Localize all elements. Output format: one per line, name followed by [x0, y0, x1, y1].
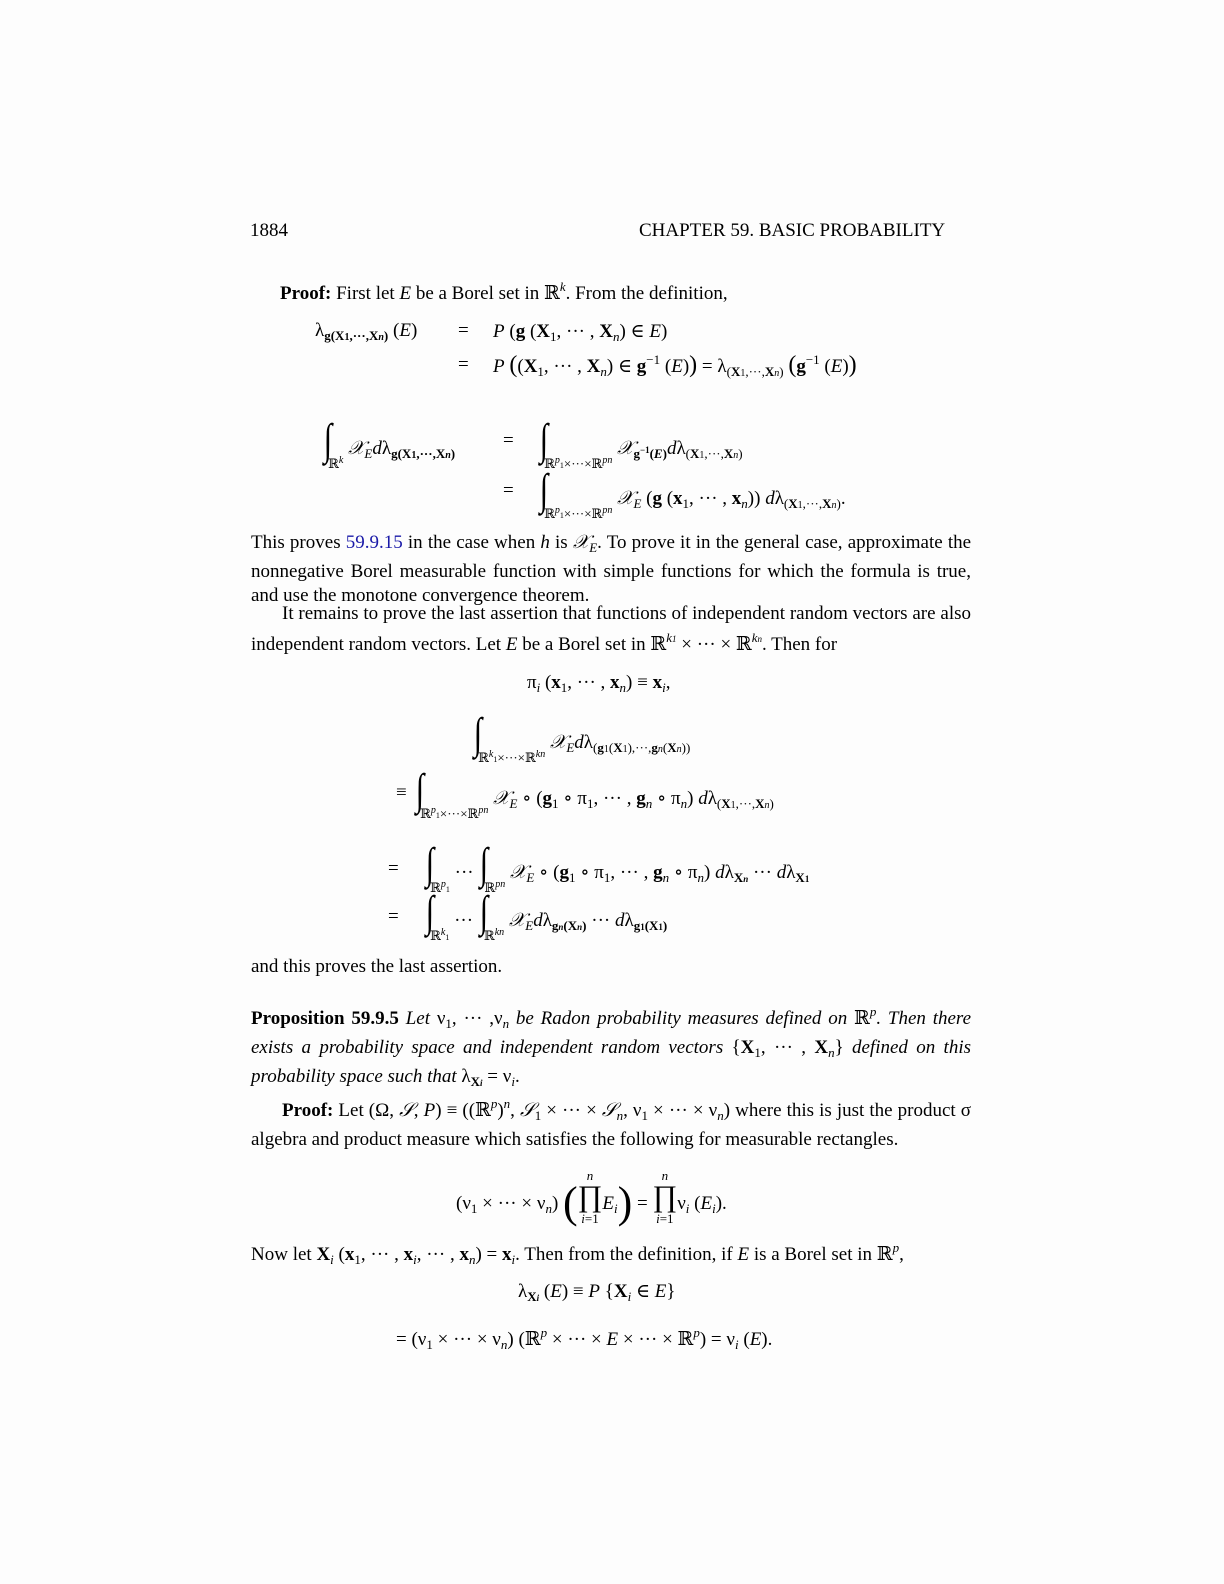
integral-iterated-p: $\int_{ℝ^p1}$ ··· $\int_{ℝ^{pn}}$ 𝒳$_E$ ∘ ($g_1$ ∘ $\pi_1$, ··· , $g_n$ ∘ $\pi_n$) $d\lambda_{Xn}$ ··· $d\lambda_{X1}$: [425, 839, 810, 895]
integral-rhs2: $\int_{ℝ^p1\times\cdot\cdot\cdot\times ℝ^{pn}}$ 𝒳$_E$ (g ($x_1$, ··· , $x_n$)) $d\lambda_{(X1,\cdot\cdot\cdot,Xn)}$.: [539, 465, 846, 521]
integral-functions-rhs1: $\int_{ℝ^p1\times\cdot\cdot\cdot\times ℝ^{pn}}$ 𝒳$_E$ ∘ ($g_1$ ∘ $\pi_1$, ··· , $g_n$ ∘ $\pi_n$) $d\lambda_{(X1,\cdot\cdot\cdot,Xn)}$: [415, 765, 774, 821]
equiv-sign: ≡: [396, 782, 407, 803]
equals-sign: =: [503, 430, 514, 451]
proof-label: Proof:: [280, 283, 332, 304]
proof-intro-line: Proof: First let E be a Borel set in ℝ$^k$. From the definition,: [280, 279, 728, 304]
equation-lambda-Xi-result: = ($\nu_1$ × ··· × $\nu_n$) (ℝ$^p$ × ··· × E × ··· × ℝ$^p$) = $\nu_i$ (E).: [396, 1325, 773, 1352]
integral-rhs1: $\int_{ℝ^p1\times\cdot\cdot\cdot\times ℝ^{pn}}$ $𝒳_{g^{-1}(E)}d\lambda_{(X1,\cdot\cdot\cdot,Xn)}$: [539, 415, 743, 471]
proof-product-measure: Proof: Let (Ω, 𝒮, P) ≡ ((ℝ$^p$)$^n$, 𝒮$_1$ × ··· × 𝒮$_n$, $\nu_1$ × ··· × $\nu_n$) where this is just the product σ algebra and product measure which satisfies the following for measurable rectangles.: [251, 1096, 971, 1150]
equation-lambda-Xi: $\lambda_{Xi}$ (E) ≡ P {$X_i$ ∈ E}: [518, 1281, 676, 1304]
equation-projection: $\pi_i$ ($x_1$, ··· , $x_n) \equiv x_i$,: [527, 672, 671, 695]
proposition-label: Proposition 59.9.5: [251, 1008, 399, 1029]
proposition-statement: Proposition 59.9.5 Let $\nu_1$, ··· $,\nu_n$ be Radon probability measures defined on ℝ$^p$. Then there exists a probability space and independent random vectors {$X_1$, ··· , $X_n$} defined on this probability space such that $\lambda_{Xi} = \nu_i$.: [251, 1004, 972, 1089]
proof-label: Proof:: [282, 1100, 334, 1121]
equation-lambda-g-rhs1: P (g ($X_1$, ··· , $X_n$) ∈ E): [493, 321, 668, 344]
integral-iterated-k: $\int_{ℝ^k1}$ ··· $\int_{ℝ^{kn}}$ $𝒳_Ed\lambda_{gn(Xn)}$ ··· $d\lambda_{g1(X1)}$: [425, 887, 668, 943]
integral-functions-lhs: $\int_{ℝ^k1\times\cdot\cdot\cdot\times ℝ^{kn}}$ $𝒳_Ed\lambda_{(g1(X1),\cdot\cdot\cdot,gn(Xn))}$: [473, 709, 691, 765]
paragraph-last-assertion: It remains to prove the last assertion that functions of independent random vectors are also independent random vectors. Let E be a Borel set in ℝ$^{k1}$ × ··· × ℝ$^{kn}$. Then for: [251, 603, 971, 655]
proof-text: First let: [336, 283, 395, 304]
equation-lambda-g-lhs: $\lambda_{g(X1,\cdot\cdot\cdot,Xn)}$ (E): [315, 320, 418, 343]
paragraph-define-X: Now let $X_i$ ($x_1$, ··· , $x_i$, ··· , $x_n) = x_i$. Then from the definition, if E is a Borel set in ℝ$^p$,: [251, 1240, 904, 1267]
integral-lhs: $\int_{ℝ^k}$ $𝒳_Ed\lambda_{g(X1,\cdot\cdot\cdot,Xn)}$: [323, 415, 456, 471]
equation-product-measure: ($\nu_1$ × ··· × $\nu_n$) (n ∏ $i=1E_i) = n$ ∏ $i=1\nu_i$ $(E_i)$.: [456, 1168, 727, 1227]
proof-text: . From the definition,: [565, 283, 728, 304]
page-number: 1884: [250, 220, 288, 241]
equals-sign: =: [388, 858, 399, 879]
paragraph-proof-continuation: This proves 59.9.15 in the case when h is 𝒳$_E$. To prove it in the general case, approximate the nonnegative Borel measurable function with simple functions for which the formula is true, and use the monotone convergence theorem.: [251, 531, 972, 606]
equation-lambda-g-rhs2: P (($X_1$, ··· , $X_n$) ∈ $g^{-1}$ $(E)) = \lambda_{(X1,\cdot\cdot\cdot,Xn)}$ ($g^{-1}$ (E)): [493, 352, 857, 379]
equation-reference-link[interactable]: 59.9.15: [345, 532, 403, 553]
equals-sign: =: [458, 320, 469, 341]
chapter-title: CHAPTER 59. BASIC PROBABILITY: [639, 220, 946, 241]
equals-sign: =: [388, 906, 399, 927]
paragraph-conclusion: and this proves the last assertion.: [251, 956, 503, 977]
proof-text: be a Borel set in: [415, 283, 540, 304]
equals-sign: =: [503, 480, 514, 501]
equals-sign: =: [458, 354, 469, 375]
